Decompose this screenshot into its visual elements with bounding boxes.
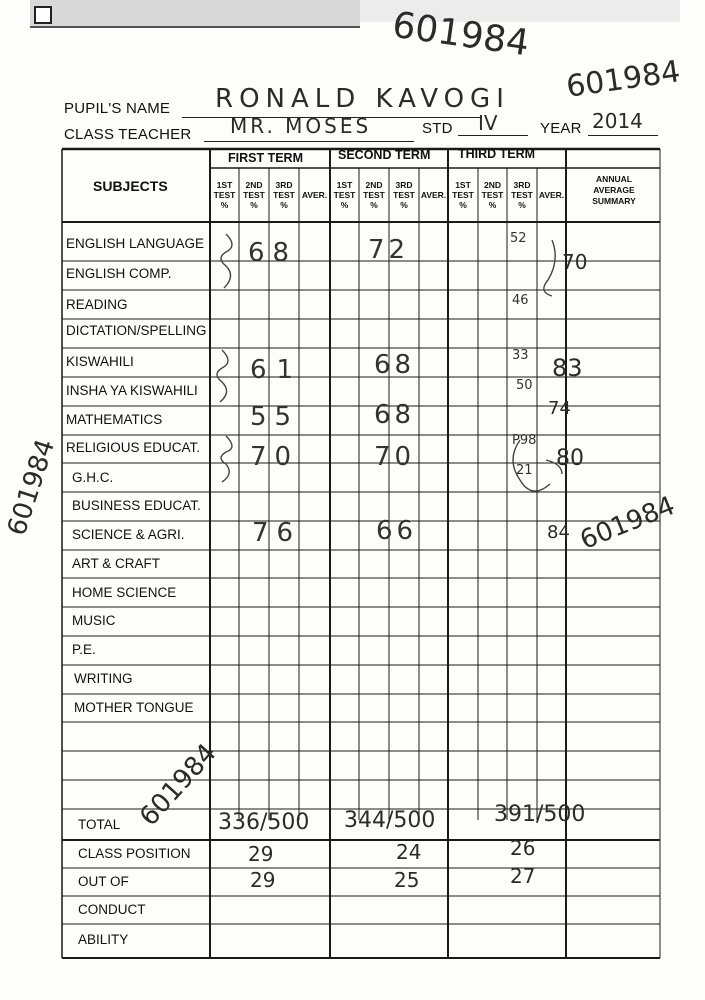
kiswahili-term3-mark-a: 33: [512, 348, 529, 363]
class-teacher-label: CLASS TEACHER: [64, 126, 192, 143]
subject-row-label: WRITING: [74, 671, 133, 686]
term3-out-of: 27: [510, 864, 536, 888]
col-2nd: 2ND: [483, 180, 501, 190]
reading-term3-mark: 46: [512, 293, 529, 308]
col-test: TEST: [243, 190, 265, 200]
class-teacher-value: MR. MOSES: [230, 114, 372, 138]
col-1st: 1ST: [455, 180, 471, 190]
col-pct: %: [340, 200, 349, 210]
kiswahili-term3-mark-b: 50: [516, 378, 533, 393]
col-aver: AVER.: [538, 190, 565, 200]
col-1st: 1ST: [216, 180, 233, 190]
annual-header-2: AVERAGE: [593, 185, 635, 195]
col-test: TEST: [333, 190, 356, 200]
std-label: STD: [422, 120, 453, 137]
maths-term1-mark: 55: [250, 402, 300, 432]
term3-total: 391/500: [494, 802, 586, 827]
col-test: TEST: [511, 190, 533, 200]
subject-row-label: READING: [66, 297, 128, 312]
col-3rd: 3RD: [513, 180, 531, 190]
handwritten-number-right: 601984: [564, 54, 683, 105]
english-annual-mark: 70: [562, 250, 588, 274]
col-test: TEST: [213, 190, 236, 200]
col-2nd: 2ND: [245, 180, 263, 190]
annual-header-1: ANNUAL: [596, 174, 632, 184]
subject-row-label: BUSINESS EDUCAT.: [72, 498, 201, 513]
subject-row-label: SCIENCE & AGRI.: [72, 527, 185, 542]
col-3rd: 3RD: [275, 180, 293, 190]
col-pct: %: [280, 200, 288, 210]
science-annual-mark: 84: [547, 522, 570, 543]
english-term1-mark: 68: [248, 238, 298, 268]
col-test: TEST: [273, 190, 295, 200]
col-test: TEST: [452, 190, 474, 200]
re-term3-mark-b: 21: [516, 463, 533, 478]
annual-header-3: SUMMARY: [592, 196, 636, 206]
english-term2-mark: 72: [368, 235, 410, 265]
term1-out-of: 29: [250, 868, 276, 892]
science-term1-mark: 76: [252, 518, 302, 548]
out-of-label: OUT OF: [78, 874, 129, 889]
col-1st: 1ST: [336, 180, 353, 190]
handwritten-number-top: 601984: [389, 4, 532, 65]
maths-term2-mark: 68: [374, 400, 416, 430]
subject-row-label: ENGLISH LANGUAGE: [66, 236, 205, 251]
first-term-header: FIRST TERM: [228, 151, 303, 165]
maths-annual-mark: 74: [548, 398, 571, 419]
third-term-header: THIRD TERM: [458, 147, 536, 161]
conduct-label: CONDUCT: [78, 902, 146, 917]
col-pct: %: [488, 200, 497, 210]
re-term1-mark: 70: [250, 442, 300, 472]
subject-row-label: HOME SCIENCE: [72, 585, 177, 600]
term1-total: 336/500: [218, 810, 310, 835]
re-term3-mark-a: P98: [512, 433, 537, 448]
col-pct: %: [370, 200, 378, 210]
subject-row-label: MATHEMATICS: [66, 412, 163, 427]
col-test: TEST: [393, 190, 415, 200]
col-2nd: 2ND: [365, 180, 383, 190]
col-pct: %: [518, 200, 526, 210]
pupil-name-value: RONALD KAVOGI: [215, 84, 510, 114]
col-aver: AVER.: [420, 190, 447, 200]
term2-total: 344/500: [344, 808, 436, 833]
side-stamp-right: 601984: [576, 490, 680, 556]
subject-row-label: ART & CRAFT: [72, 556, 161, 571]
re-term2-mark: 70: [374, 442, 416, 472]
science-term2-mark: 66: [376, 516, 418, 546]
std-value: IV: [478, 111, 498, 135]
term3-class-position: 26: [510, 836, 536, 860]
subject-row-label: INSHA YA KISWAHILI: [66, 383, 198, 398]
ability-label: ABILITY: [78, 932, 129, 947]
col-pct: %: [400, 200, 408, 210]
total-label: TOTAL: [78, 817, 121, 832]
term2-out-of: 25: [394, 868, 420, 892]
term2-class-position: 24: [396, 840, 422, 864]
subjects-header: SUBJECTS: [93, 178, 168, 194]
term1-class-position: 29: [248, 842, 274, 866]
subject-row-label: MUSIC: [72, 613, 116, 628]
subject-row-label: DICTATION/SPELLING: [66, 323, 207, 338]
kiswahili-annual-mark: 83: [552, 354, 583, 382]
re-annual-mark: 80: [556, 446, 584, 471]
subject-row-label: P.E.: [72, 642, 96, 657]
col-test: TEST: [363, 190, 385, 200]
year-value: 2014: [592, 109, 643, 133]
col-pct: %: [220, 200, 229, 210]
col-aver: AVER.: [301, 190, 328, 200]
subject-row-label: MOTHER TONGUE: [74, 700, 194, 715]
pupil-name-label: PUPIL'S NAME: [64, 100, 171, 117]
side-stamp-left: 601984: [2, 435, 62, 540]
second-term-header: SECOND TERM: [338, 148, 431, 162]
subject-row-label: RELIGIOUS EDUCAT.: [66, 440, 201, 455]
year-label: YEAR: [540, 120, 582, 137]
class-position-label: CLASS POSITION: [78, 846, 191, 861]
english-term3-mark: 52: [510, 231, 527, 246]
kiswahili-term1-mark: 61: [250, 355, 304, 385]
subject-row-label: G.H.C.: [72, 470, 114, 485]
col-pct: %: [459, 200, 467, 210]
kiswahili-term2-mark: 68: [374, 350, 416, 380]
subject-row-label: KISWAHILI: [66, 354, 134, 369]
col-pct: %: [250, 200, 258, 210]
side-stamp-bottom: 601984: [134, 738, 223, 833]
col-3rd: 3RD: [395, 180, 413, 190]
col-test: TEST: [481, 190, 504, 200]
subject-row-label: ENGLISH COMP.: [66, 266, 172, 281]
